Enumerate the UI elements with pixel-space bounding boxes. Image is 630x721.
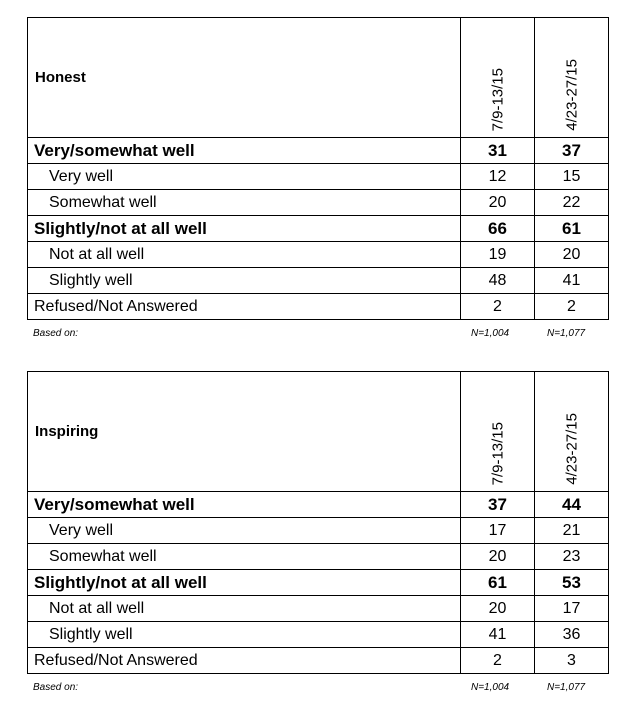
date-header-label: 7/9-13/15	[489, 421, 506, 485]
row-value: 66	[461, 216, 535, 242]
date-header-label: 4/23-27/15	[563, 59, 580, 131]
table-row	[28, 216, 609, 242]
table-title: Inspiring	[28, 372, 461, 492]
row-value: 61	[461, 570, 535, 596]
row-value: 19	[461, 242, 535, 268]
sample-size: N=1,077	[547, 682, 586, 693]
table-row	[28, 242, 609, 268]
based-on-footer	[27, 320, 608, 342]
based-on-label: Based on:	[33, 328, 79, 339]
date-header-label: 7/9-13/15	[489, 67, 506, 131]
row-label: Slightly/not at all well	[28, 570, 461, 596]
honest-table	[27, 17, 609, 320]
table-row	[28, 294, 609, 320]
row-value: 3	[535, 648, 609, 674]
table-row	[28, 622, 609, 648]
sample-size: N=1,004	[471, 682, 510, 693]
inspiring-table	[27, 371, 609, 674]
row-value: 20	[461, 596, 535, 622]
row-label: Very/somewhat well	[28, 138, 461, 164]
table-title: Honest	[28, 18, 461, 138]
row-value: 37	[535, 138, 609, 164]
table-row	[28, 518, 609, 544]
row-label: Slightly well	[28, 268, 461, 294]
row-value: 22	[535, 190, 609, 216]
table-row	[28, 544, 609, 570]
row-label: Not at all well	[28, 596, 461, 622]
row-value: 2	[535, 294, 609, 320]
inspiring-table-block	[27, 371, 608, 696]
row-label: Very/somewhat well	[28, 492, 461, 518]
table-row	[28, 492, 609, 518]
row-value: 44	[535, 492, 609, 518]
honest-table-block	[27, 17, 608, 342]
row-value: 23	[535, 544, 609, 570]
date-header	[535, 372, 609, 492]
row-label: Slightly well	[28, 622, 461, 648]
row-value: 2	[461, 294, 535, 320]
date-header-label: 4/23-27/15	[563, 413, 580, 485]
date-header	[461, 372, 535, 492]
table-row	[28, 648, 609, 674]
row-label: Refused/Not Answered	[28, 294, 461, 320]
row-label: Refused/Not Answered	[28, 648, 461, 674]
row-value: 15	[535, 164, 609, 190]
row-label: Not at all well	[28, 242, 461, 268]
sample-size: N=1,077	[547, 328, 586, 339]
row-value: 2	[461, 648, 535, 674]
table-header-row	[28, 18, 609, 138]
row-value: 12	[461, 164, 535, 190]
table-row	[28, 138, 609, 164]
row-value: 21	[535, 518, 609, 544]
row-value: 61	[535, 216, 609, 242]
row-label: Very well	[28, 164, 461, 190]
sample-size: N=1,004	[471, 328, 510, 339]
row-value: 36	[535, 622, 609, 648]
row-value: 20	[461, 544, 535, 570]
table-row	[28, 190, 609, 216]
row-label: Slightly/not at all well	[28, 216, 461, 242]
table-row	[28, 570, 609, 596]
row-value: 31	[461, 138, 535, 164]
row-value: 48	[461, 268, 535, 294]
row-value: 20	[535, 242, 609, 268]
row-value: 37	[461, 492, 535, 518]
row-label: Very well	[28, 518, 461, 544]
row-value: 41	[461, 622, 535, 648]
date-header	[535, 18, 609, 138]
row-value: 53	[535, 570, 609, 596]
table-row	[28, 596, 609, 622]
based-on-label: Based on:	[33, 682, 79, 693]
row-label: Somewhat well	[28, 544, 461, 570]
table-row	[28, 164, 609, 190]
row-value: 20	[461, 190, 535, 216]
table-header-row	[28, 372, 609, 492]
row-value: 17	[461, 518, 535, 544]
table-row	[28, 268, 609, 294]
row-label: Somewhat well	[28, 190, 461, 216]
based-on-footer	[27, 674, 608, 696]
date-header	[461, 18, 535, 138]
row-value: 41	[535, 268, 609, 294]
row-value: 17	[535, 596, 609, 622]
